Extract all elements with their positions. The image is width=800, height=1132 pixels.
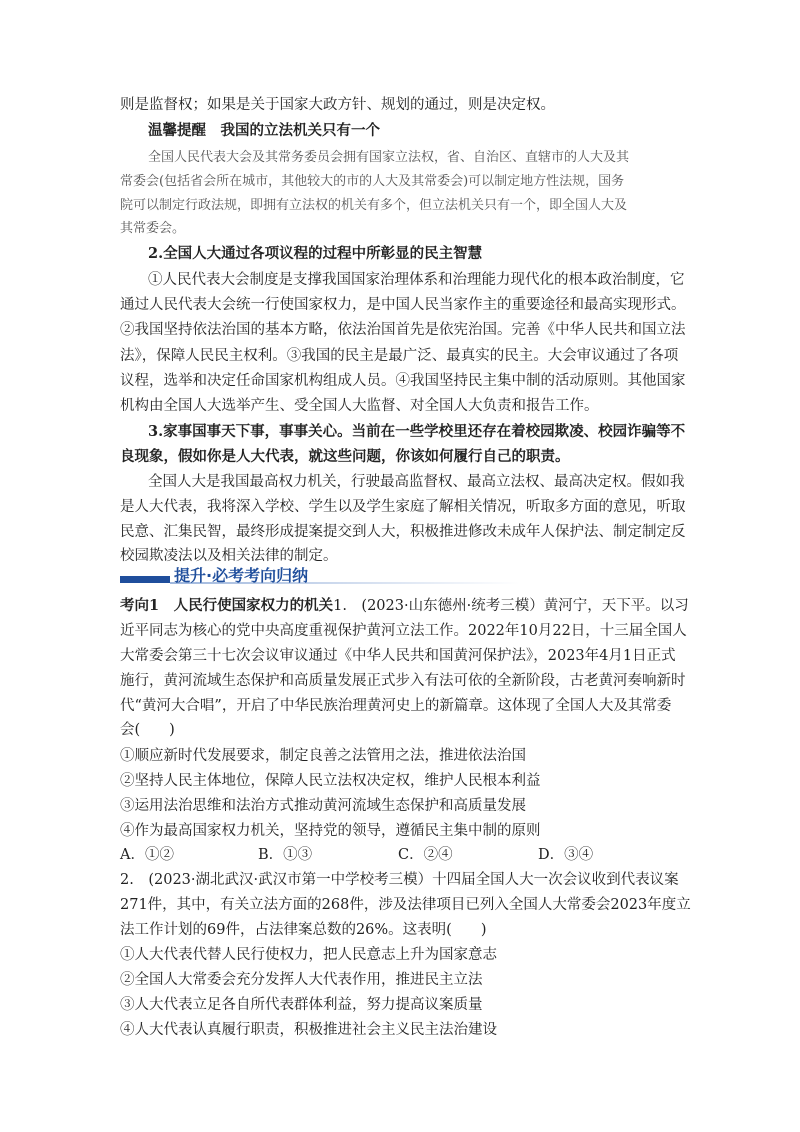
statement-line: ②坚持人民主体地位，保障人民立法权决定权，维护人民根本利益: [120, 773, 541, 789]
question-text-line: 法工作计划的69件，占法律案总数的26%。这表明( ): [120, 922, 487, 938]
option-d: D．③④: [538, 847, 594, 863]
text-line: 是人大代表，我将深入学校、学生以及学生家庭了解相关情况，听取多方面的意见，听取: [120, 499, 686, 515]
question-text-line: 代“黄河大合唱”，开启了中华民族治理黄河史上的新篇章。这体现了全国人大及其常委: [120, 698, 672, 714]
banner-title: 提升·必考考向归纳: [174, 566, 309, 585]
text-line: 法》，保障人民民主权利。③我国的民主是最广泛、最真实的民主。大会审议通过了各项: [120, 348, 679, 364]
text-line: 全国人大是我国最高权力机关，行驶最高监督权、最高立法权、最高决定权。假如我: [148, 474, 685, 490]
question-text-line: 施行，黄河流域生态保护和高质量发展正式步入有法可依的全新阶段，古老黄河奏响新时: [120, 673, 686, 689]
text-line: 机构由全国人大选举产生、受全国人大监督、对全国人大负责和报告工作。: [120, 398, 599, 414]
tip-heading: 温馨提醒 我国的立法机关只有一个: [148, 122, 380, 139]
question-text: 1. (2023·山东德州·统考三模）黄河宁，天下平。以习: [333, 598, 689, 614]
statement-line: ①顺应新时代发展要求，制定良善之法管用之法，推进依法治国: [120, 748, 526, 764]
statement-line: ②全国人大常委会充分发挥人大代表作用，推进民主立法: [120, 972, 483, 988]
text-line: 议程，选举和决定任命国家机构组成人员。④我国坚持民主集中制的活动原则。其他国家: [120, 373, 686, 389]
statement-line: ④作为最高国家权力机关，坚持党的领导，遵循民主集中制的原则: [120, 823, 541, 839]
question-text-line: 271件，其中，有关立法方面的268件，涉及法律项目已列入全国人大常委会2023年度立: [120, 897, 691, 913]
statement-line: ④人大代表认真履行职责，积极推进社会主义民主法治建设: [120, 1022, 497, 1038]
option-a: A．①②: [120, 847, 174, 863]
tip-text-line: 常委会(包括省会所在城市，其他较大的市的人大及其常委会)可以制定地方性法规，国务: [120, 174, 625, 189]
text-line: 民意、汇集民智，最终形成提案提交到人大，积极推进修改未成年人保护法、制定制定反: [120, 524, 686, 540]
section-heading: 2.全国人大通过各项议程的过程中所彰显的民主智慧: [148, 245, 483, 262]
statement-line: ③运用法治思维和法治方式推动黄河流域生态保护和高质量发展: [120, 798, 526, 814]
text-line: 校园欺凌法以及相关法律的制定。: [120, 548, 338, 564]
text-line: ①人民代表大会制度是支撑我国国家治理体系和治理能力现代化的根本政治制度，它: [148, 272, 685, 288]
topic-label: 考向1 人民行使国家权力的机关: [120, 597, 334, 614]
question-text-line: 大常委会第三十七次会议审议通过《中华人民共和国黄河保护法》，2023年4月1日正式: [120, 648, 676, 664]
statement-line: ①人大代表代替人民行使权力，把人民意志上升为国家意志: [120, 947, 497, 963]
question-text-line: 会( ): [120, 722, 175, 738]
statement-line: ③人大代表立足各自所代表群体利益，努力提高议案质量: [120, 997, 483, 1013]
text-line: ②我国坚持依法治国的基本方略，依法治国首先是依宪治国。完善《中华人民共和国立法: [120, 322, 686, 338]
question-text-line: 近平同志为核心的党中央高度重视保护黄河立法工作。2022年10月22日，十三届全国人: [120, 623, 687, 639]
tip-text-line: 院可以制定行政法规，即拥有立法权的机关有多个，但立法机关只有一个，即全国人大及: [120, 198, 628, 213]
question-heading: 良现象，假如你是人大代表，就这些问题，你该如何履行自己的职责。: [120, 448, 570, 465]
tip-text-line: 其常委会。: [120, 221, 186, 236]
tip-text-line: 全国人民代表大会及其常务委员会拥有国家立法权，省、自治区、直辖市的人大及其: [148, 150, 630, 165]
option-b: B．①③: [258, 847, 313, 863]
option-c: C．②④: [398, 847, 453, 863]
question-heading: 3.家事国事天下事，事事关心。当前在一些学校里还存在着校园欺凌、校园诈骗等不: [148, 423, 686, 440]
question-1-first-line: [120, 596, 690, 616]
section-banner: [120, 566, 520, 586]
question-2-first-line: 2. (2023·湖北武汉·武汉市第一中学校考三模）十四届全国人大一次会议收到代表议案: [120, 872, 679, 888]
text-line: 通过人民代表大会统一行使国家权力，是中国人民当家作主的重要途径和最高实现形式。: [120, 297, 686, 313]
banner-bar: [120, 576, 170, 583]
text-line: 则是监督权；如果是关于国家大政方针、规划的通过，则是决定权。: [120, 97, 555, 113]
